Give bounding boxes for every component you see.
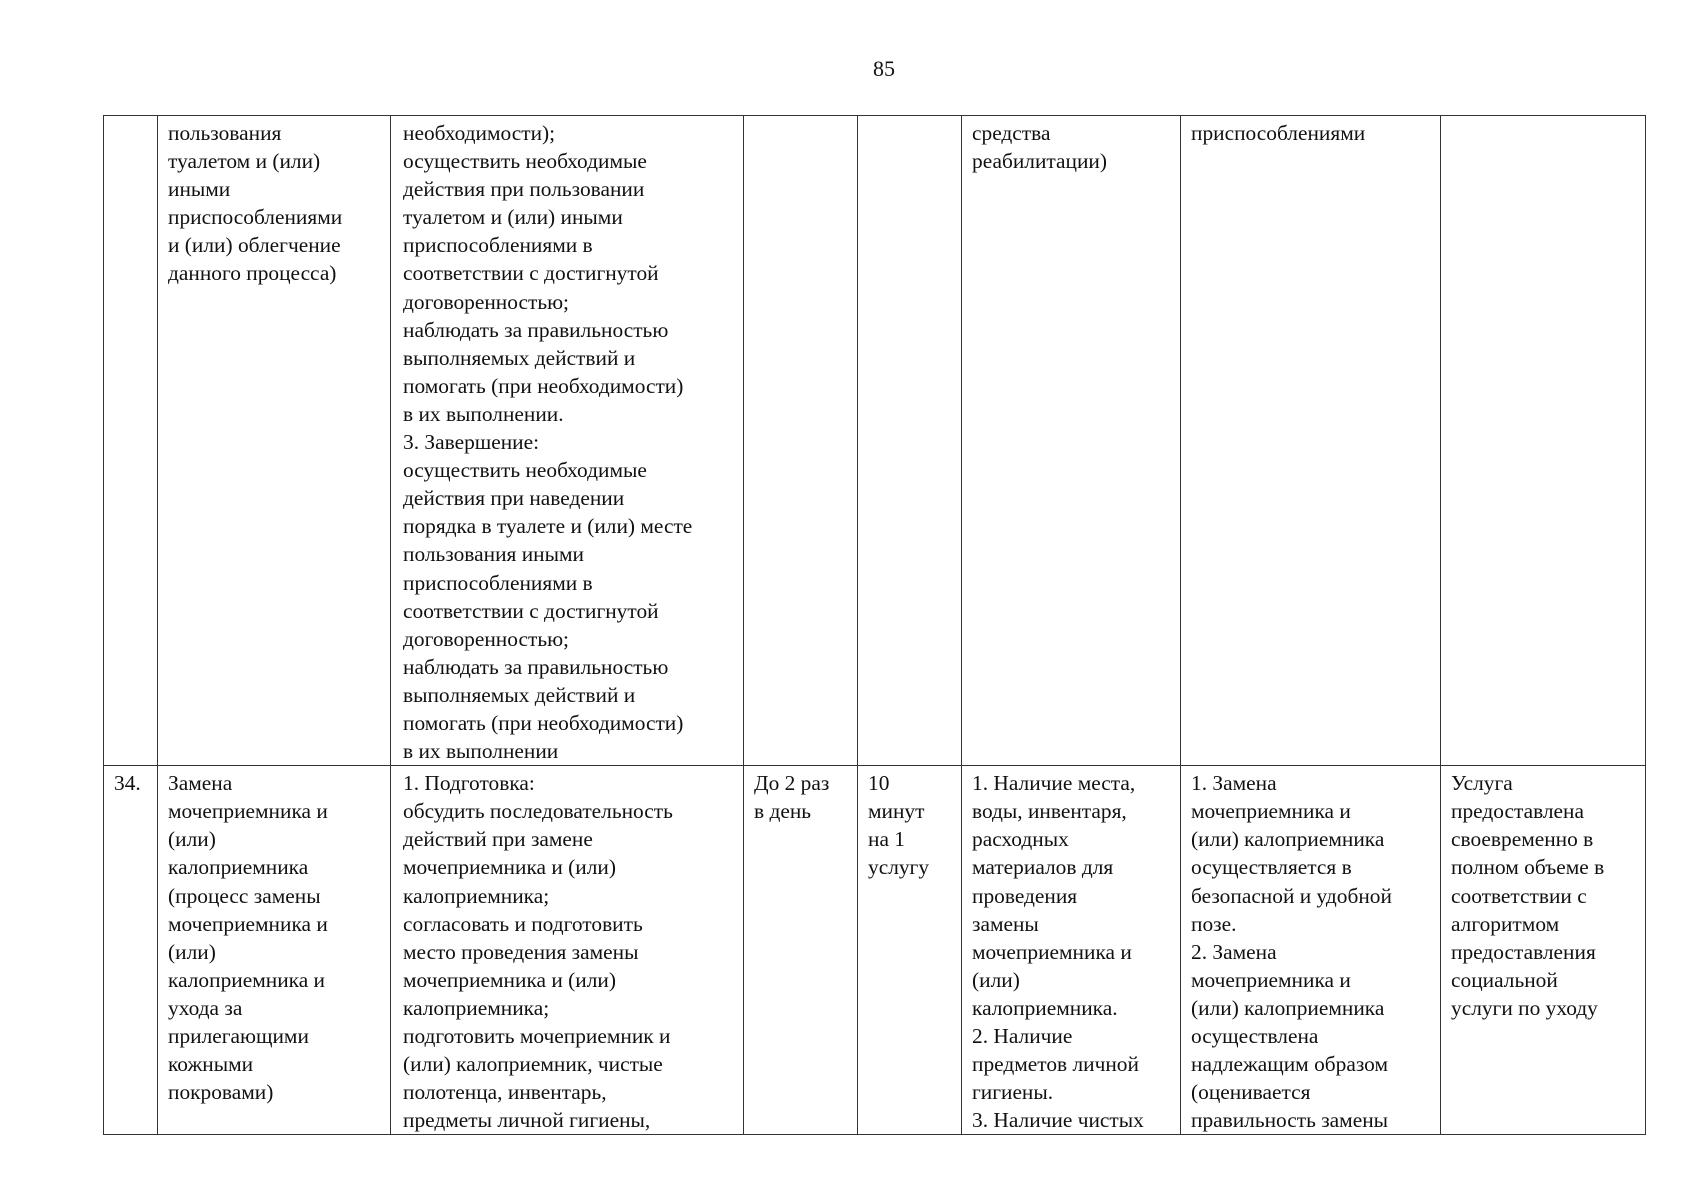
cell-text-line: проведения [972,883,1078,908]
cell-text-line: услугу [868,855,930,880]
cell-quality-indicators [1181,116,1441,766]
cell-text-line: ухода за [168,995,243,1020]
cell-description [391,116,744,766]
cell-text-line: помогать (при необходимости) [403,373,684,398]
cell-text-line: мочеприемника и [1191,967,1351,992]
cell-text-line: выполняемых действий и [403,682,636,707]
cell-text-line: Замена [168,771,233,796]
cell-text-line: (или) калоприемника [1191,995,1385,1020]
cell-text-line: (или) [168,827,216,852]
cell-frequency [744,766,858,1135]
cell-text-line: полотенца, инвентарь, [403,1080,607,1105]
cell-text-line: предметы личной гигиены, [403,1108,651,1133]
cell-text-line: в день [754,799,812,824]
cell-text-line: услуги по уходу [1451,995,1598,1020]
cell-text-line: данного процесса) [168,261,337,286]
cell-text-line: осуществляется в [1191,855,1352,880]
cell-text-line: позе. [1191,911,1237,936]
cell-text-line: Услуга [1451,771,1513,796]
cell-text-line: на 1 [868,827,905,852]
cell-text-line: реабилитации) [972,149,1107,174]
cell-text-line: мочеприемника и [972,939,1132,964]
table-row [104,116,1646,766]
cell-text-line: действия при пользовании [403,177,645,202]
cell-text-line: действий при замене [403,827,593,852]
cell-text-line: 10 [868,771,890,796]
cell-evaluation [1441,116,1646,766]
cell-text-line: необходимости); [403,121,556,145]
cell-text-line: соответствии с достигнутой [403,598,659,623]
cell-text-line: 2. Замена [1191,939,1277,964]
cell-text-line: приспособлениями в [403,233,593,258]
cell-text-line: замены [972,911,1039,936]
cell-text-line: правильность замены [1191,1108,1389,1133]
cell-text-line: туалетом и (или) [168,149,321,174]
cell-text-line: кожными [168,1052,254,1077]
page-number: 85 [873,56,895,81]
cell-duration [858,116,962,766]
cell-text-line: договоренностью; [403,626,569,651]
cell-text-line: предметов личной [972,1052,1139,1077]
cell-quality-indicators [1181,766,1441,1135]
cell-text-line: прилегающими [168,1024,309,1048]
cell-text-line: минут [868,799,925,824]
cell-text-line: предоставления [1451,939,1596,964]
cell-text-line: материалов для [972,855,1114,880]
cell-number [104,116,158,766]
cell-text-line: соответствии с достигнутой [403,261,659,286]
cell-text-line: приспособлениями [1191,121,1366,145]
cell-text-line: гигиены. [972,1080,1054,1105]
cell-text-line: покровами) [168,1080,274,1105]
cell-text-line: калоприемника [168,855,309,880]
cell-text-line: 1. Замена [1191,771,1277,796]
cell-text-line: калоприемника; [403,995,550,1020]
cell-text-line: мочеприемника и [1191,799,1351,824]
cell-text-line: 1. Подготовка: [403,771,535,796]
cell-text-line: пользования иными [403,542,584,567]
cell-text-line: мочеприемника и [168,799,328,824]
cell-text-line: осуществить необходимые [403,458,647,483]
cell-conditions [962,116,1181,766]
cell-text-line: калоприемника и [168,967,325,992]
cell-text-line: До 2 раз [754,771,830,796]
cell-text-line: мочеприемника и [168,911,328,936]
cell-text-line: безопасной и удобной [1191,883,1392,908]
cell-text-line: (или) калоприемник, чистые [403,1052,663,1077]
cell-text-line: (процесс замены [168,883,321,908]
cell-text-line: 2. Наличие [972,1024,1073,1048]
cell-text-line: в их выполнении. [403,401,564,426]
cell-number: 34. [104,766,158,1135]
cell-conditions [962,766,1181,1135]
cell-text-line: туалетом и (или) иными [403,205,623,230]
cell-text-line: (или) [972,967,1020,992]
cell-text-line: 3. Наличие чистых [972,1108,1144,1133]
cell-description [391,766,744,1135]
cell-text-line: 1. Наличие места, [972,771,1136,796]
cell-text-line: подготовить мочеприемник и [403,1024,671,1048]
cell-text-line: в их выполнении [403,739,559,764]
cell-text-line: пользования [168,121,282,145]
cell-evaluation [1441,766,1646,1135]
cell-text-line: приспособлениями [168,205,343,230]
cell-text-line: предоставлена [1451,799,1584,824]
cell-text-line: место проведения замены [403,939,639,964]
cell-text-line: расходных [972,827,1069,852]
cell-text-line: договоренностью; [403,289,569,314]
cell-text-line: (оценивается [1191,1080,1311,1105]
cell-text-line: помогать (при необходимости) [403,710,684,735]
cell-text-line: мочеприемника и (или) [403,967,616,992]
cell-frequency [744,116,858,766]
cell-text-line: приспособлениями в [403,570,593,595]
cell-text-line: калоприемника. [972,995,1118,1020]
cell-text-line: наблюдать за правильностью [403,654,669,679]
cell-text-line: калоприемника; [403,883,550,908]
cell-text-line: иными [168,177,231,202]
cell-text-line: осуществить необходимые [403,149,647,174]
cell-text-line: (или) [168,939,216,964]
cell-text-line: мочеприемника и (или) [403,855,616,880]
cell-text-line: порядка в туалете и (или) месте [403,514,693,539]
cell-text-line: социальной [1451,967,1558,992]
cell-text-line: алгоритмом [1451,911,1560,936]
cell-text-line: и (или) облегчение [168,233,341,258]
cell-text-line: выполняемых действий и [403,345,636,370]
cell-service-name [158,116,391,766]
cell-text-line: осуществлена [1191,1024,1319,1048]
cell-duration [858,766,962,1135]
cell-text-line: соответствии с [1451,883,1587,908]
cell-text-line: наблюдать за правильностью [403,317,669,342]
cell-text-line: согласовать и подготовить [403,911,643,936]
cell-text-line: обсудить последовательность [403,799,673,824]
cell-text-line: надлежащим образом [1191,1052,1388,1077]
services-table [103,115,1646,1135]
cell-text-line: своевременно в [1451,827,1594,852]
cell-service-name [158,766,391,1135]
cell-text-line: действия при наведении [403,486,625,511]
table-row [104,766,1646,1135]
cell-text-line: 3. Завершение: [403,430,540,455]
cell-text-line: средства [972,121,1051,145]
cell-text-line: (или) калоприемника [1191,827,1385,852]
cell-text-line: воды, инвентаря, [972,799,1127,824]
cell-text-line: полном объеме в [1451,855,1605,880]
